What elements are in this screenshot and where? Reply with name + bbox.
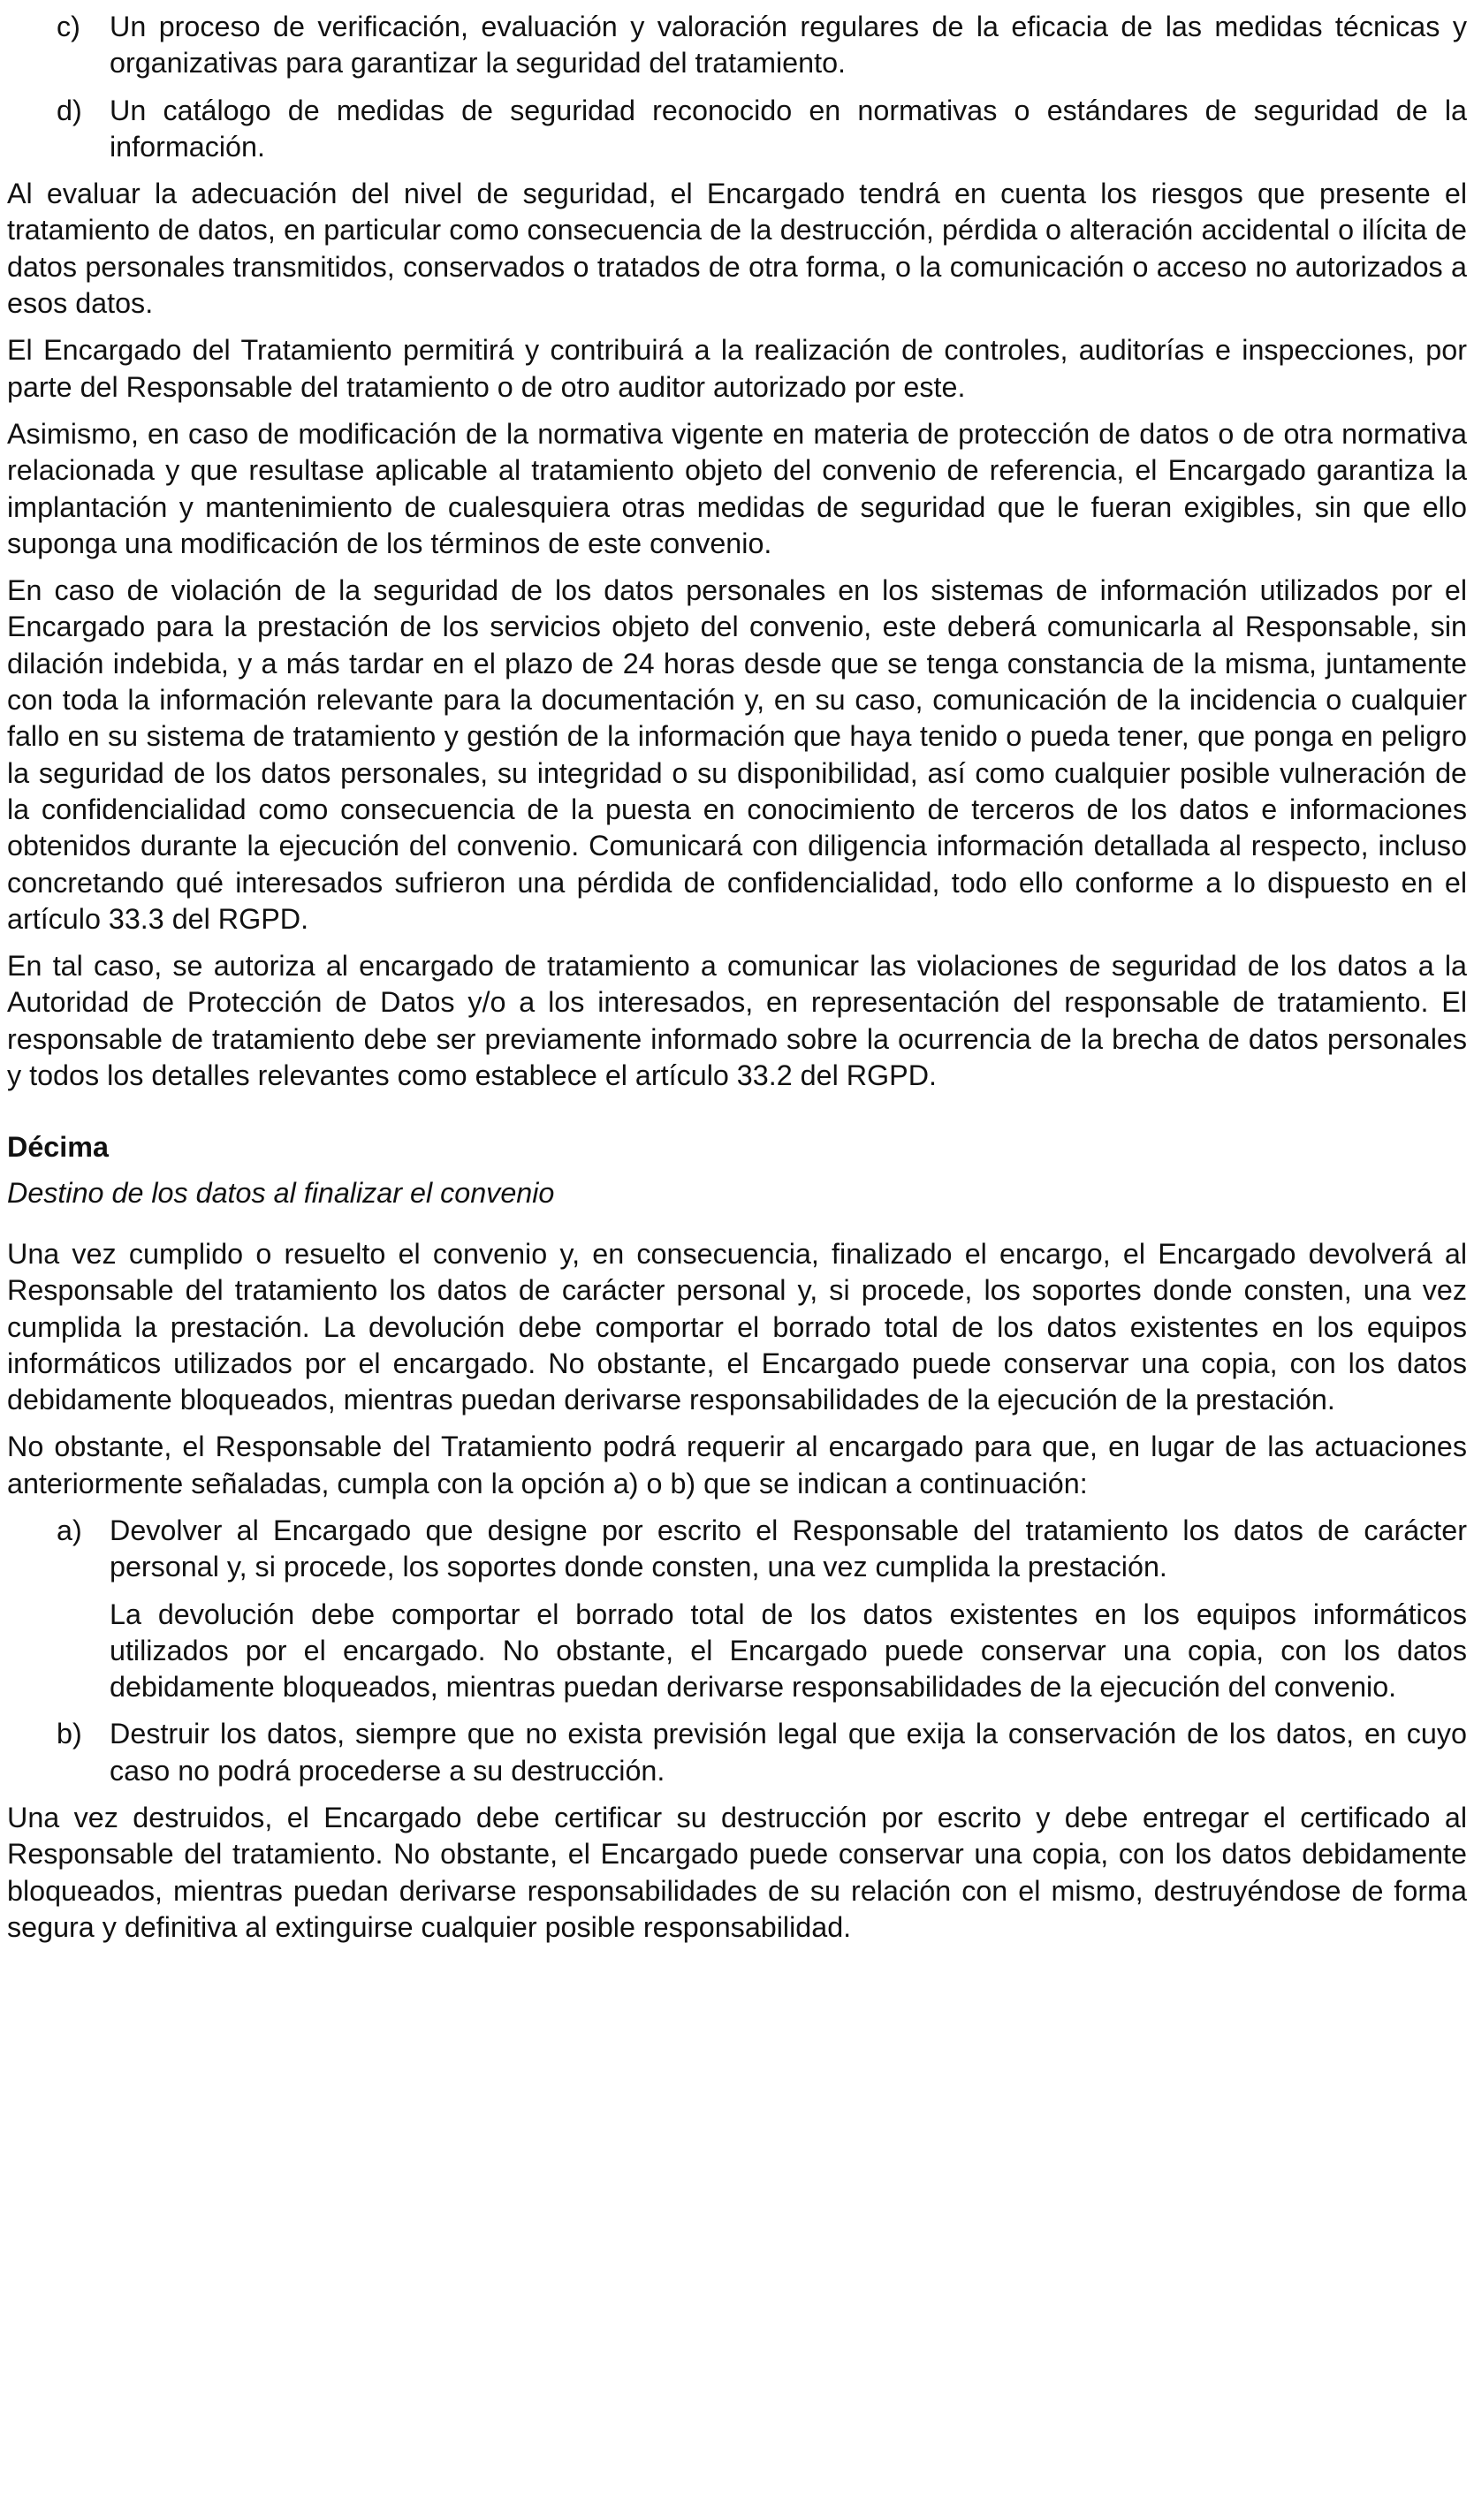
paragraph-authority-communication: En tal caso, se autoriza al encargado de tratamiento a comunicar las violaciones de seguridad de los datos a la Autoridad de Protección de Datos y/o a los interesados, en representación del responsable de tratamiento. El responsable de tratamiento debe ser previamente informado sobre la ocurrencia de la brecha de datos personales y todos los detalles relevantes como establece el artículo 33.2 del RGPD. — [7, 950, 1467, 1092]
option-item-a — [7, 1513, 1467, 1586]
paragraph-options-intro: No obstante, el Responsable del Tratamiento podrá requerir al encargado para que, en lugar de las actuaciones anteriormente señaladas, cumpla con la opción a) o b) que se indican a continuación: — [7, 1431, 1467, 1499]
list-label: c) — [57, 11, 80, 42]
document-page — [7, 9, 1467, 1956]
option-label: a) — [57, 1514, 82, 1546]
option-a-followup: La devolución debe comportar el borrado total de los datos existentes en los equipos informáticos utilizados por el encargado. No obstante, el Encargado puede conservar una copia, con los datos debidamente bloqueados, mientras puedan derivarse responsabilidades de la ejecución del convenio. — [110, 1598, 1467, 1704]
section-heading: Décima — [7, 1131, 109, 1164]
option-text: Destruir los datos, siempre que no exista previsión legal que exija la conservación de los datos, en cuyo caso no podrá procederse a su destrucción. — [110, 1718, 1467, 1787]
option-item-b — [7, 1716, 1467, 1789]
option-text: Devolver al Encargado que designe por escrito el Responsable del tratamiento los datos de carácter personal y, si procede, los soportes donde consten, una vez cumplida la prestación. — [110, 1514, 1467, 1583]
paragraph-regulation-changes: Asimismo, en caso de modificación de la normativa vigente en materia de protección de datos o de otra normativa relacionada y que resultase aplicable al tratamiento objeto del convenio de referencia, el Encargado garantiza la implantación y mantenimiento de cualesquiera otras medidas de seguridad que le fueran exigibles, sin que ello suponga una modificación de los términos de este convenio. — [7, 417, 1467, 559]
paragraph-audits: El Encargado del Tratamiento permitirá y contribuirá a la realización de controles, auditorías e inspecciones, por parte del Responsable del tratamiento o de otro auditor autorizado por este. — [7, 334, 1467, 403]
list-item-c — [7, 9, 1467, 82]
section-subheading: Destino de los datos al finalizar el convenio — [7, 1176, 555, 1209]
list-item-d — [7, 93, 1467, 166]
paragraph-breach-notification: En caso de violación de la seguridad de los datos personales en los sistemas de información utilizados por el Encargado para la prestación de los servicios objeto del convenio, este deberá comunicarla al Responsable, sin dilación indebida, y a más tardar en el plazo de 24 horas desde que se tenga constancia de la misma, juntamente con toda la información relevante para la documentación y, en su caso, comunicación de la incidencia o cualquier fallo en su sistema de tratamiento y gestión de la información que haya tenido o pueda tener, que ponga en peligro la seguridad de los datos personales, su integridad o su disponibilidad, así como cualquier posible vulneración de la confidencialidad como consecuencia de la puesta en conocimiento de terceros de los datos e informaciones obtenidos durante la ejecución del convenio. Comunicará con diligencia información detallada al respecto, incluso concretando qué interesados sufrieron una pérdida de confidencialidad, todo ello conforme a lo dispuesto en el artículo 33.3 del RGPD. — [7, 574, 1467, 935]
paragraph-security-assessment: Al evaluar la adecuación del nivel de seguridad, el Encargado tendrá en cuenta los riesgos que presente el tratamiento de datos, en particular como consecuencia de la destrucción, pérdida o alteración accidental o ilícita de datos personales transmitidos, conservados o tratados de otra forma, o la comunicación o acceso no autorizados a esos datos. — [7, 178, 1467, 320]
list-label: d) — [57, 94, 82, 126]
list-text: Un proceso de verificación, evaluación y valoración regulares de la eficacia de las medidas técnicas y organizativas para garantizar la seguridad del tratamiento. — [110, 11, 1467, 80]
list-text: Un catálogo de medidas de seguridad reconocido en normativas o estándares de seguridad de la información. — [110, 94, 1467, 163]
paragraph-closing: Una vez destruidos, el Encargado debe certificar su destrucción por escrito y debe entregar el certificado al Responsable del tratamiento. No obstante, el Encargado puede conservar una copia, con los datos debidamente bloqueados, mientras puedan derivarse responsabilidades de su relación con el mismo, destruyéndose de forma segura y definitiva al extinguirse cualquier posible responsabilidad. — [7, 1802, 1467, 1943]
paragraph-data-return: Una vez cumplido o resuelto el convenio y, en consecuencia, finalizado el encargo, el Encargado devolverá al Responsable del tratamiento los datos de carácter personal y, si procede, los soportes donde consten, una vez cumplida la prestación. La devolución debe comportar el borrado total de los datos existentes en los equipos informáticos utilizados por el encargado. No obstante, el Encargado puede conservar una copia, con los datos debidamente bloqueados, mientras puedan derivarse responsabilidades de la ejecución de la prestación. — [7, 1237, 1467, 1416]
option-label: b) — [57, 1718, 82, 1750]
